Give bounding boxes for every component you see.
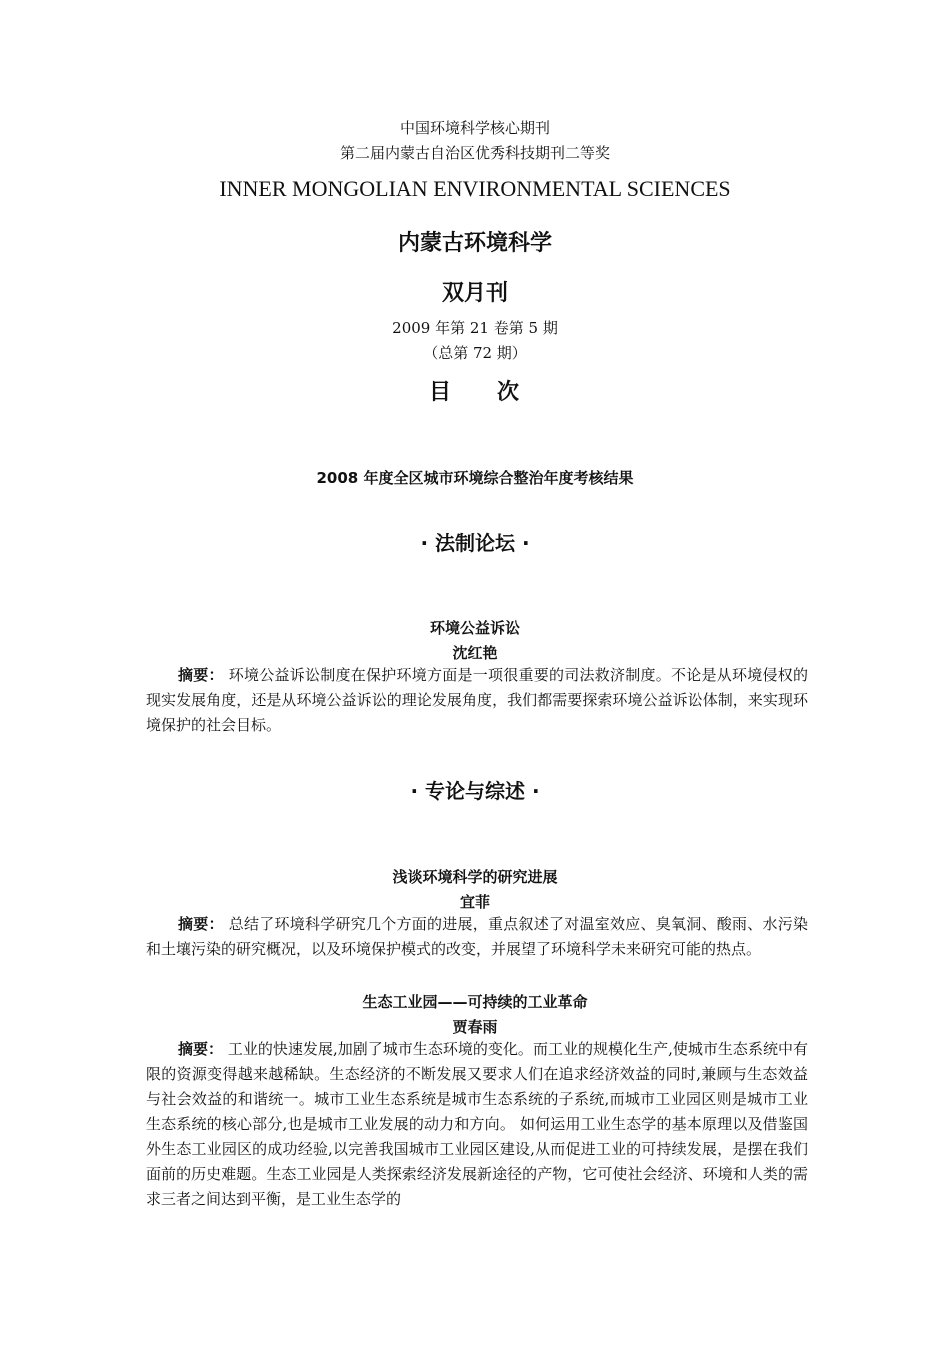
total-issue-info: （总第 72 期） xyxy=(423,344,527,362)
article-title[interactable]: 环境公益诉讼 xyxy=(429,619,520,637)
section-title-legal-forum: · 法制论坛 · xyxy=(420,531,530,555)
section-title-reviews: · 专论与综述 · xyxy=(410,779,540,803)
journal-title-en: INNER MONGOLIAN ENVIRONMENTAL SCIENCES xyxy=(219,176,731,201)
article-title[interactable]: 浅谈环境科学的研究进展 xyxy=(392,868,558,886)
abstract-text: 工业的快速发展,加剧了城市生态环境的变化。而工业的规模化生产,使城市生态系统中有限的资源变得越来越稀缺。生态经济的不断发展又要求人们在追求经济效益的同时,兼顾与生态效益与社会效益的和谐统一。城市工业生态系统是城市生态系统的子系统,而城市工业园区则是城市工业生态系统的核心部分,也是城市工业发展的动力和方向。 如何运用工业生态学的基本原理以及借鉴国外生态工业园区的成功经验,以完善我国城市工业园区建设,从而促进工业的可持续发展，是摆在我们面前的历史难题。生态工业园是人类探索经济发展新途径的产物，它可使社会经济、环境和人类的需求三者之间达到平衡，是工业生态学的 xyxy=(146,1040,808,1208)
journal-award-label: 第二届内蒙古自治区优秀科技期刊二等奖 xyxy=(339,144,610,162)
abstract-text: 总结了环境科学研究几个方面的进展，重点叙述了对温室效应、臭氧洞、酸雨、水污染和土壤污染的研究概况，以及环境保护模式的改变，并展望了环境科学未来研究可能的热点。 xyxy=(146,915,808,958)
article-author: 沈红艳 xyxy=(452,644,498,662)
article-author: 宜菲 xyxy=(459,893,490,911)
abstract-label: 摘要： xyxy=(178,915,224,933)
article-abstract xyxy=(146,912,808,962)
abstract-label: 摘要： xyxy=(178,1040,224,1058)
journal-frequency: 双月刊 xyxy=(441,281,508,306)
journal-core-label: 中国环境科学核心期刊 xyxy=(399,119,550,137)
journal-title-cn: 内蒙古环境科学 xyxy=(397,231,552,256)
toc-heading xyxy=(0,375,950,406)
lead-article-title[interactable]: 2008 年度全区城市环境综合整治年度考核结果 xyxy=(316,469,634,487)
issue-info: 2009 年第 21 卷第 5 期 xyxy=(392,319,558,337)
toc-heading-char-1: 目 xyxy=(428,380,453,405)
toc-heading-char-2: 次 xyxy=(497,380,522,405)
article-author: 贾春雨 xyxy=(452,1018,498,1036)
abstract-text: 环境公益诉讼制度在保护环境方面是一项很重要的司法救济制度。不论是从环境侵权的现实发展角度，还是从环境公益诉讼的理论发展角度，我们都需要探索环境公益诉讼体制，来实现环境保护的社会目标。 xyxy=(146,666,808,734)
abstract-label: 摘要： xyxy=(178,666,224,684)
article-abstract xyxy=(146,1037,808,1212)
article-abstract xyxy=(146,663,808,738)
article-title[interactable]: 生态工业园——可持续的工业革命 xyxy=(362,993,588,1011)
